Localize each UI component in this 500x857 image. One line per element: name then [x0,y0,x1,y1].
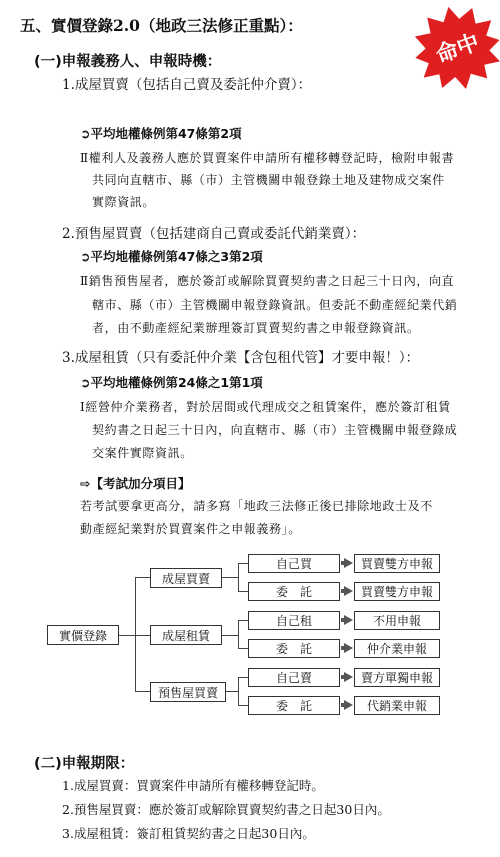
connector [238,705,248,706]
deadline-item: 1.成屋買賣：買賣案件申請所有權移轉登記時。 [62,778,324,793]
diagram-group: 成屋租賃 [150,625,222,645]
item2-line: 轄市、縣（市）主管機關申報登錄資訊。但委託不動產經紀業代銷 [92,298,458,312]
diagram-result: 代銷業申報 [354,696,440,715]
diagram-who: 自己買 [248,554,340,573]
arrow-icon [344,558,353,568]
connector [226,691,238,692]
diagram-group: 預售屋買賣 [150,682,226,702]
diagram-result: 買賣雙方申報 [354,582,440,601]
hit-stamp-icon [414,4,500,90]
deadline-item: 2.預售屋買賣：應於簽訂或解除買賣契約書之日起30日內。 [62,802,390,817]
arrow-icon [344,672,353,682]
diagram-group: 成屋買賣 [150,568,222,588]
connector [222,577,238,578]
connector [238,620,239,649]
diagram-root: 實價登錄 [47,625,119,645]
item3-line: 交案件實際資訊。 [92,446,193,460]
item2-line: Ⅱ銷售預售屋者，應於簽訂或解除買賣契約書之日起三十日內，向直 [80,274,455,288]
diagram-who: 自己租 [248,611,340,630]
item3-line: Ⅰ經營仲介業務者，對於居間或代理成交之租賃案件，應於簽訂租賃 [80,400,451,414]
exam-line: 若考試要拿更高分，請多寫「地政三法修正後已排除地政士及不 [80,499,433,513]
connector [238,677,248,678]
diagram-who: 自己賣 [248,668,340,687]
diagram-who: 委 託 [248,582,340,601]
arrow-icon [344,586,353,596]
stamp-text: 命中 [432,30,483,69]
connector [238,591,248,592]
diagram-result: 不用申報 [354,611,440,630]
connector [238,648,248,649]
item3-line: 契約書之日起三十日內，向直轄市、縣（市）主管機關申報登錄成 [92,423,458,437]
diagram-result: 買賣雙方申報 [354,554,440,573]
arrow-icon [344,615,353,625]
item2-label: 2.預售屋買賣（包括建商自己賣或委託代銷業賣）： [62,226,366,242]
deadline-item: 3.成屋租賃：簽訂租賃契約書之日起30日內。 [62,826,315,841]
connector [135,577,150,578]
exam-label: ⇨【考試加分項目】 [80,476,191,491]
connector [119,635,135,636]
section2-title: (二)申報期限： [34,756,135,772]
item1-law: ➲平均地權條例第47條第2項 [80,126,242,141]
connector [238,677,239,706]
item2-law: ➲平均地權條例第47條之3第2項 [80,249,263,264]
diagram-result: 仲介業申報 [354,639,440,658]
connector [238,620,248,621]
item1-label: 1.成屋買賣（包括自己賣及委託仲介賣）： [62,77,312,93]
item1-line: Ⅱ權利人及義務人應於買賣案件申請所有權移轉登記時，檢附申報書 [80,151,455,165]
arrow-icon [344,700,353,710]
connector [238,563,239,592]
item2-line: 者，由不動產經紀業辦理簽訂買賣契約書之申報登錄資訊。 [92,321,420,335]
exam-line: 動產經紀業對於買賣案件之申報義務」。 [80,522,301,536]
connector [135,691,150,692]
arrow-icon [344,643,353,653]
connector [238,563,248,564]
item1-line: 實際資訊。 [92,195,156,209]
diagram-who: 委 託 [248,696,340,715]
item3-label: 3.成屋租賃（只有委託仲介業【含包租代管】才要申報！）： [62,350,420,366]
item1-line: 共同向直轄市、縣（市）主管機關申報登錄土地及建物成交案件 [92,173,445,187]
connector [222,635,238,636]
connector [135,635,150,636]
diagram-result: 賣方單獨申報 [354,668,440,687]
page-title: 五、實價登錄2.0（地政三法修正重點）： [20,16,303,35]
section1-title: (一)申報義務人、申報時機： [34,54,222,70]
item3-law: ➲平均地權條例第24條之1第1項 [80,375,263,390]
diagram-who: 委 託 [248,639,340,658]
